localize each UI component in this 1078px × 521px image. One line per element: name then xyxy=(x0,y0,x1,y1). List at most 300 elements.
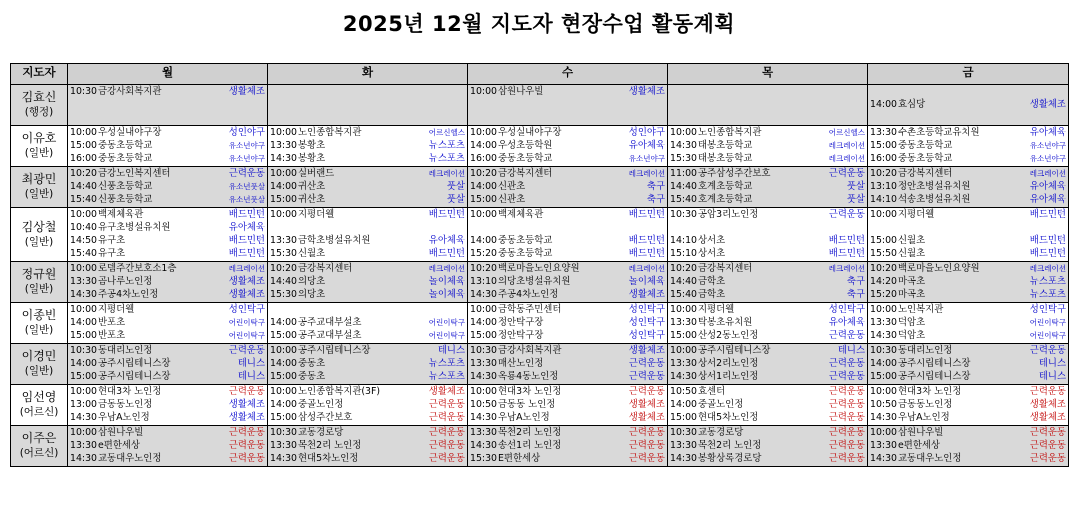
activity-entry xyxy=(468,139,667,152)
day-cell-wed xyxy=(468,426,668,467)
activity-entry xyxy=(68,452,267,465)
activity-category: 근력운동 xyxy=(828,168,865,179)
leader-row xyxy=(11,262,1069,303)
activity-time: 15:00 xyxy=(70,371,98,382)
activity-place: 봉황초 xyxy=(298,153,326,164)
activity-entry xyxy=(468,303,667,316)
activity-entry xyxy=(668,439,867,452)
activity-place: 상서2리노인정 xyxy=(698,358,759,369)
activity-time: 10:00 xyxy=(270,386,298,397)
activity-category: 유소년야구 xyxy=(1029,154,1066,163)
activity-time: 10:00 xyxy=(670,304,698,315)
activity-entry xyxy=(668,234,867,247)
activity-category: 근력운동 xyxy=(828,386,865,397)
activity-place: 우성실내야구장 xyxy=(98,127,162,138)
activity-entry xyxy=(868,152,1068,165)
activity-entry xyxy=(68,167,267,180)
leader-row xyxy=(11,126,1069,167)
activity-place: 금동동노인정 xyxy=(898,399,953,410)
activity-place: 금강복지센터 xyxy=(498,168,553,179)
leader-row xyxy=(11,385,1069,426)
activity-category: 놀이체육 xyxy=(428,289,465,300)
activity-place: 금강복지센터 xyxy=(298,263,353,274)
activity-place: 산성2동노인정 xyxy=(698,330,759,341)
activity-category: 근력운동 xyxy=(828,371,865,382)
activity-entry xyxy=(868,398,1068,411)
activity-category: 성인탁구 xyxy=(828,304,865,315)
activity-time: 14:30 xyxy=(70,412,98,423)
activity-entry xyxy=(68,275,267,288)
activity-category: 레크레이션 xyxy=(828,264,865,273)
activity-place: 신관초 xyxy=(498,194,526,205)
activity-place: 금강복지센터 xyxy=(698,263,753,274)
activity-category: 생활체조 xyxy=(628,412,665,423)
activity-place: 현대5차노인정 xyxy=(698,412,759,423)
activity-place: 중동초등학교 xyxy=(498,235,553,246)
leader-name: 이종빈 xyxy=(21,308,57,322)
activity-entry xyxy=(468,316,667,329)
activity-time: 10:30 xyxy=(270,427,298,438)
activity-entry xyxy=(68,329,267,342)
day-cell-mon xyxy=(68,426,268,467)
activity-time: 15:00 xyxy=(870,235,898,246)
activity-place: 주공4차노인정 xyxy=(98,289,159,300)
activity-entry xyxy=(68,398,267,411)
activity-entry xyxy=(468,398,667,411)
activity-time: 10:00 xyxy=(870,304,898,315)
activity-time: 13:30 xyxy=(470,427,498,438)
activity-category: 유아체육 xyxy=(228,222,265,233)
activity-category: 레크레이션 xyxy=(628,169,665,178)
activity-entry xyxy=(268,370,467,383)
day-cell-thu xyxy=(668,85,868,126)
activity-entry xyxy=(468,262,667,275)
leader-name: 임선영 xyxy=(21,390,57,404)
activity-time: 14:30 xyxy=(670,140,698,151)
activity-time: 14:00 xyxy=(870,358,898,369)
activity-time: 10:20 xyxy=(470,263,498,274)
activity-category: 뉴스포츠 xyxy=(428,153,465,164)
activity-time: 13:30 xyxy=(270,235,298,246)
activity-place: 탁봉초유치원 xyxy=(698,317,753,328)
day-cell-thu xyxy=(668,303,868,344)
activity-category: 근력운동 xyxy=(228,453,265,464)
activity-entry xyxy=(468,370,667,383)
activity-time: 13:30 xyxy=(870,127,898,138)
activity-entry xyxy=(868,452,1068,465)
leader-cell xyxy=(11,344,68,385)
activity-entry xyxy=(668,385,867,398)
activity-time: 16:00 xyxy=(870,153,898,164)
leader-cell xyxy=(11,126,68,167)
activity-entry xyxy=(468,385,667,398)
activity-time: 15:00 xyxy=(670,330,698,341)
activity-place: 지평더웰 xyxy=(98,304,135,315)
activity-place: E편한세상 xyxy=(498,453,541,464)
leader-row xyxy=(11,344,1069,385)
day-cell-thu xyxy=(668,208,868,262)
activity-time: 10:30 xyxy=(670,209,698,220)
activity-place: 금강노인복지센터 xyxy=(98,168,171,179)
activity-entry xyxy=(268,167,467,180)
activity-place: 중동초 xyxy=(298,371,326,382)
activity-category: 성인탁구 xyxy=(628,304,665,315)
activity-time: 15:00 xyxy=(70,140,98,151)
activity-time: 14:30 xyxy=(70,453,98,464)
day-cell-thu xyxy=(668,344,868,385)
activity-category: 생활체조 xyxy=(428,386,465,397)
day-cell-mon xyxy=(68,344,268,385)
activity-time: 15:30 xyxy=(470,453,498,464)
leader-cell xyxy=(11,385,68,426)
day-cell-wed xyxy=(468,303,668,344)
activity-place: 금학동주민센터 xyxy=(498,304,562,315)
activity-place: 신월초 xyxy=(898,235,926,246)
activity-category: 근력운동 xyxy=(428,412,465,423)
activity-time: 10:30 xyxy=(670,427,698,438)
leader-role: (일반) xyxy=(24,188,54,200)
activity-place: 유구초 xyxy=(98,248,126,259)
activity-category: 어린이탁구 xyxy=(228,331,265,340)
activity-entry xyxy=(868,85,1068,98)
activity-entry xyxy=(468,180,667,193)
activity-entry xyxy=(868,303,1068,316)
activity-time: 14:30 xyxy=(870,453,898,464)
day-cell-tue xyxy=(268,426,468,467)
leader-name: 김상철 xyxy=(21,219,57,234)
activity-category: 테니스 xyxy=(1038,358,1066,369)
activity-place: 호계초등학교 xyxy=(698,181,753,192)
activity-category: 테니스 xyxy=(237,358,265,369)
activity-place: 태봉초등학교 xyxy=(698,140,753,151)
activity-entry xyxy=(268,247,467,260)
activity-place: 귀산초 xyxy=(298,181,326,192)
activity-place: 우남A노인정 xyxy=(898,412,950,423)
activity-time: 14:00 xyxy=(470,140,498,151)
activity-entry xyxy=(68,193,267,206)
activity-category: 어린이탁구 xyxy=(428,318,465,327)
day-cell-tue xyxy=(268,344,468,385)
activity-entry xyxy=(68,303,267,316)
activity-place: 중동초등학교 xyxy=(98,153,153,164)
leader-row xyxy=(11,303,1069,344)
activity-entry xyxy=(868,329,1068,342)
activity-category: 근력운동 xyxy=(828,427,865,438)
activity-place: 백제체육관 xyxy=(98,209,144,220)
activity-time: 15:00 xyxy=(270,371,298,382)
activity-time: 14:00 xyxy=(670,399,698,410)
leader-cell xyxy=(11,303,68,344)
activity-time: 15:00 xyxy=(670,412,698,423)
activity-time: 14:30 xyxy=(270,153,298,164)
activity-category: 배드민턴 xyxy=(228,235,265,246)
activity-category: 성인탁구 xyxy=(628,330,665,341)
activity-place: 신풍초등학교 xyxy=(98,181,153,192)
activity-place: 삼성주간보호 xyxy=(298,412,353,423)
activity-category: 배드민턴 xyxy=(1029,235,1066,246)
activity-category: 유아체육 xyxy=(1029,127,1066,138)
activity-category: 근력운동 xyxy=(428,440,465,451)
activity-time: 10:00 xyxy=(470,304,498,315)
leader-name: 이유호 xyxy=(21,131,57,145)
leader-role: (어르신) xyxy=(19,447,59,459)
activity-place: 교동경로당 xyxy=(698,427,744,438)
activity-time: 14:30 xyxy=(470,289,498,300)
activity-entry xyxy=(68,426,267,439)
activity-time: 14:40 xyxy=(670,181,698,192)
activity-time: 13:10 xyxy=(470,276,498,287)
activity-category: 배드민턴 xyxy=(1029,248,1066,259)
leader-cell xyxy=(11,426,68,467)
activity-place: 금학초 xyxy=(698,276,726,287)
activity-category: 어린이탁구 xyxy=(228,318,265,327)
activity-time: 10:00 xyxy=(70,263,98,274)
activity-entry xyxy=(268,303,467,316)
activity-place: 호계초등학교 xyxy=(698,194,753,205)
activity-time: 14:40 xyxy=(270,276,298,287)
header-mon: 월 xyxy=(68,64,268,85)
leader-name: 최광민 xyxy=(21,172,57,186)
activity-time: 15:00 xyxy=(470,194,498,205)
leader-name: 이경민 xyxy=(21,349,57,363)
activity-place: 삼원나우빌 xyxy=(98,427,144,438)
activity-time: 14:00 xyxy=(470,317,498,328)
activity-category: 근력운동 xyxy=(428,427,465,438)
activity-entry xyxy=(68,411,267,424)
activity-time: 15:00 xyxy=(270,330,298,341)
activity-category: 레크레이션 xyxy=(628,264,665,273)
activity-time: 10:00 xyxy=(270,345,298,356)
activity-category: 생활체조 xyxy=(228,276,265,287)
activity-time: 10:20 xyxy=(270,263,298,274)
activity-time: 10:00 xyxy=(470,127,498,138)
activity-place: 현대3차 노인정 xyxy=(498,386,562,397)
activity-place: 중동초 xyxy=(298,358,326,369)
activity-time: 15:30 xyxy=(270,248,298,259)
activity-entry xyxy=(668,275,867,288)
activity-entry xyxy=(668,303,867,316)
activity-category: 뉴스포츠 xyxy=(1029,289,1066,300)
activity-place: 우남A노인정 xyxy=(498,412,550,423)
activity-place: 백로마을노인요양원 xyxy=(898,263,980,274)
day-cell-mon xyxy=(68,208,268,262)
day-cell-mon xyxy=(68,126,268,167)
activity-category: 근력운동 xyxy=(628,371,665,382)
activity-entry xyxy=(68,344,267,357)
activity-time: 16:00 xyxy=(70,153,98,164)
activity-category: 풋살 xyxy=(846,181,865,192)
activity-time: 15:10 xyxy=(670,248,698,259)
activity-category: 근력운동 xyxy=(628,358,665,369)
activity-category: 근력운동 xyxy=(1029,453,1066,464)
leader-name: 김효신 xyxy=(21,90,57,104)
activity-category: 테니스 xyxy=(237,371,265,382)
activity-time: 13:30 xyxy=(870,317,898,328)
activity-place: 봉황초 xyxy=(298,140,326,151)
activity-place: 우성초등학원 xyxy=(498,140,553,151)
activity-category: 근력운동 xyxy=(228,345,265,356)
activity-entry xyxy=(468,329,667,342)
activity-place: 동대리노인정 xyxy=(98,345,153,356)
activity-category: 생활체조 xyxy=(628,289,665,300)
activity-category: 근력운동 xyxy=(628,427,665,438)
activity-category: 생활체조 xyxy=(628,345,665,356)
activity-category: 생활체조 xyxy=(1029,412,1066,423)
activity-category: 풋살 xyxy=(446,181,465,192)
activity-entry xyxy=(268,398,467,411)
activity-category: 축구 xyxy=(846,276,865,287)
day-cell-wed xyxy=(468,126,668,167)
activity-entry xyxy=(68,180,267,193)
activity-place: 마곡초 xyxy=(898,289,926,300)
activity-entry xyxy=(268,316,467,329)
activity-place: 태봉초등학교 xyxy=(698,153,753,164)
activity-category: 근력운동 xyxy=(428,399,465,410)
activity-place: 봉황상록경로당 xyxy=(698,453,762,464)
activity-time: 10:20 xyxy=(870,263,898,274)
activity-entry xyxy=(468,152,667,165)
activity-time: 10:40 xyxy=(70,222,98,233)
activity-time: 15:50 xyxy=(870,248,898,259)
activity-entry xyxy=(468,439,667,452)
activity-entry xyxy=(68,316,267,329)
activity-time: 15:00 xyxy=(270,194,298,205)
activity-entry xyxy=(868,426,1068,439)
activity-place: 귀산초 xyxy=(298,194,326,205)
activity-entry xyxy=(268,234,467,247)
activity-place: 상서초 xyxy=(698,248,726,259)
activity-category: 뉴스포츠 xyxy=(428,140,465,151)
activity-place: 공주시립테니스장 xyxy=(98,358,171,369)
day-cell-thu xyxy=(668,167,868,208)
activity-time: 10:00 xyxy=(870,209,898,220)
activity-entry xyxy=(268,262,467,275)
activity-place: 중골노인정 xyxy=(298,399,344,410)
activity-place: 공주시립테니스장 xyxy=(698,345,771,356)
activity-entry xyxy=(668,426,867,439)
activity-time: 15:40 xyxy=(670,194,698,205)
activity-entry xyxy=(868,167,1068,180)
activity-entry xyxy=(68,85,267,98)
activity-place: 중동초등학교 xyxy=(898,153,953,164)
activity-place: 목천2리 노인정 xyxy=(698,440,762,451)
activity-category: 레크레이션 xyxy=(1029,264,1066,273)
activity-entry xyxy=(668,167,867,180)
activity-entry xyxy=(468,208,667,221)
activity-entry xyxy=(868,262,1068,275)
activity-place: 금학초 xyxy=(698,289,726,300)
leader-role: (일반) xyxy=(24,235,54,248)
activity-category: 축구 xyxy=(646,194,665,205)
activity-entry xyxy=(468,357,667,370)
activity-entry xyxy=(268,385,467,398)
activity-place: 효센터 xyxy=(698,386,726,397)
activity-entry xyxy=(468,275,667,288)
activity-place: 지평더웰 xyxy=(698,304,735,315)
activity-category: 생활체조 xyxy=(228,86,265,97)
activity-place: 신월초 xyxy=(298,248,326,259)
day-cell-thu xyxy=(668,385,868,426)
activity-category: 유아체육 xyxy=(1029,181,1066,192)
activity-entry xyxy=(468,344,667,357)
activity-category: 성인야구 xyxy=(628,127,665,138)
day-cell-fri xyxy=(868,262,1069,303)
activity-place: 금동동 노인정 xyxy=(498,399,556,410)
activity-entry xyxy=(268,139,467,152)
activity-entry xyxy=(668,411,867,424)
activity-category: 유아체육 xyxy=(428,235,465,246)
activity-category: 축구 xyxy=(646,181,665,192)
activity-category: 테니스 xyxy=(437,345,465,356)
activity-category: 놀이체육 xyxy=(628,276,665,287)
day-cell-wed xyxy=(468,85,668,126)
activity-place: 송선1리 노인정 xyxy=(498,440,562,451)
activity-time: 14:20 xyxy=(870,276,898,287)
day-cell-wed xyxy=(468,344,668,385)
activity-place: 상서초 xyxy=(698,235,726,246)
activity-place: 수촌초등학교유치원 xyxy=(898,127,980,138)
activity-category: 축구 xyxy=(846,289,865,300)
activity-place: 백로마을노인요양원 xyxy=(498,263,580,274)
activity-entry xyxy=(68,139,267,152)
leader-name: 정규원 xyxy=(21,267,57,281)
day-cell-mon xyxy=(68,167,268,208)
activity-entry xyxy=(268,126,467,139)
activity-place: 중동초등학교 xyxy=(898,140,953,151)
activity-category: 유소년야구 xyxy=(228,141,265,150)
activity-time: 14:00 xyxy=(470,181,498,192)
activity-category: 근력운동 xyxy=(228,427,265,438)
activity-entry xyxy=(668,344,867,357)
activity-category: 유소년야구 xyxy=(1029,141,1066,150)
activity-time: 10:50 xyxy=(870,399,898,410)
activity-entry xyxy=(468,452,667,465)
activity-category: 근력운동 xyxy=(628,453,665,464)
activity-entry xyxy=(468,126,667,139)
activity-entry xyxy=(68,247,267,260)
activity-entry xyxy=(668,126,867,139)
activity-place: 금강사회복지관 xyxy=(98,86,162,97)
activity-place: 노인복지관 xyxy=(898,304,944,315)
activity-place: 목천2리 노인정 xyxy=(498,427,562,438)
activity-place: 금학초병설유치원 xyxy=(298,235,371,246)
activity-entry xyxy=(68,439,267,452)
activity-time: 15:00 xyxy=(470,330,498,341)
day-cell-tue xyxy=(268,167,468,208)
activity-category: 근력운동 xyxy=(228,440,265,451)
activity-time: 10:00 xyxy=(70,427,98,438)
activity-entry xyxy=(268,411,467,424)
activity-time: 15:40 xyxy=(670,289,698,300)
activity-time: 10:00 xyxy=(470,209,498,220)
activity-category: 성인탁구 xyxy=(228,304,265,315)
activity-entry xyxy=(68,208,267,221)
activity-time: 15:20 xyxy=(870,289,898,300)
activity-place: 로뎀주간보호소1층 xyxy=(98,263,177,274)
activity-time: 14:30 xyxy=(70,289,98,300)
activity-entry xyxy=(668,152,867,165)
activity-place: 현대3차 노인정 xyxy=(898,386,962,397)
day-cell-tue xyxy=(268,85,468,126)
activity-time: 10:50 xyxy=(670,386,698,397)
activity-category: 근력운동 xyxy=(1029,440,1066,451)
activity-time: 10:30 xyxy=(70,86,98,97)
activity-time: 15:00 xyxy=(70,330,98,341)
day-cell-tue xyxy=(268,208,468,262)
activity-entry xyxy=(668,398,867,411)
activity-time: 14:00 xyxy=(870,99,898,110)
activity-time: 15:40 xyxy=(70,248,98,259)
